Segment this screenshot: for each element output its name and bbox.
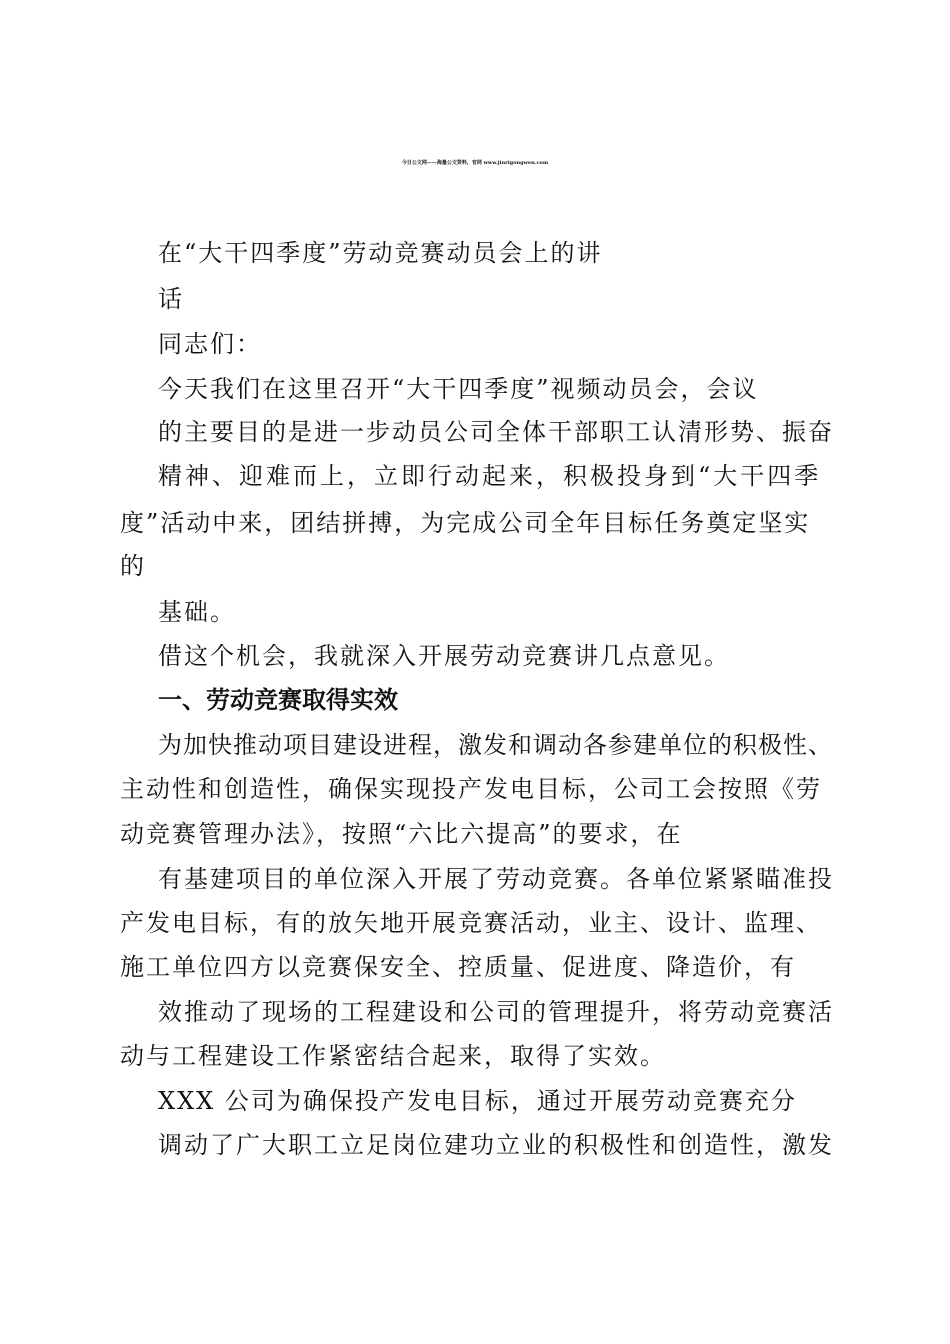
body-line: 今天我们在这里召开“大干四季度”视频动员会，会议	[158, 375, 759, 403]
body-line: 精神、迎难而上，立即行动起来，积极投身到“大干四季	[158, 462, 822, 490]
body-line: 度”活动中来，团结拼搏，为完成公司全年目标任务奠定坚实	[120, 509, 811, 537]
body-line: 有基建项目的单位深入开展了劳动竞赛。各单位紧紧瞄准投	[158, 865, 834, 893]
body-line: 施工单位四方以竞赛保安全、控质量、促进度、降造价，有	[120, 953, 796, 981]
body-line: XXX 公司为确保投产发电目标，通过开展劳动竞赛充分	[158, 1087, 797, 1115]
body-line: 主动性和创造性，确保实现投产发电目标，公司工会按照《劳	[120, 775, 822, 803]
body-line: 动与工程建设工作紧密结合起来，取得了实效。	[120, 1042, 666, 1070]
body-line: 借这个机会，我就深入开展劳动竞赛讲几点意见。	[158, 642, 730, 670]
body-line: 的主要目的是进一步动员公司全体干部职工认清形势、振奋	[158, 418, 834, 446]
body-line: 基础。	[158, 598, 236, 626]
salutation: 同志们：	[158, 330, 262, 358]
body-line: 效推动了现场的工程建设和公司的管理提升，将劳动竞赛活	[158, 998, 834, 1026]
speech-title-line-2: 话	[158, 285, 184, 313]
body-line: 的	[120, 552, 146, 580]
body-line: 调动了广大职工立足岗位建功立业的积极性和创造性，激发	[158, 1131, 834, 1159]
section-heading: 一、劳动竞赛取得实效	[158, 686, 398, 714]
body-line: 为加快推动项目建设进程，激发和调动各参建单位的积极性、	[158, 731, 833, 759]
body-line: 产发电目标，有的放矢地开展竞赛活动，业主、设计、监理、	[120, 909, 822, 937]
speech-title-line-1: 在“大干四季度”劳动竞赛动员会上的讲	[158, 239, 603, 267]
body-line: 动竞赛管理办法》，按照“六比六提高”的要求，在	[120, 820, 683, 848]
site-header: 今日公文网——海量公文资料，官网 www.jinrigongwen.com	[401, 160, 549, 166]
